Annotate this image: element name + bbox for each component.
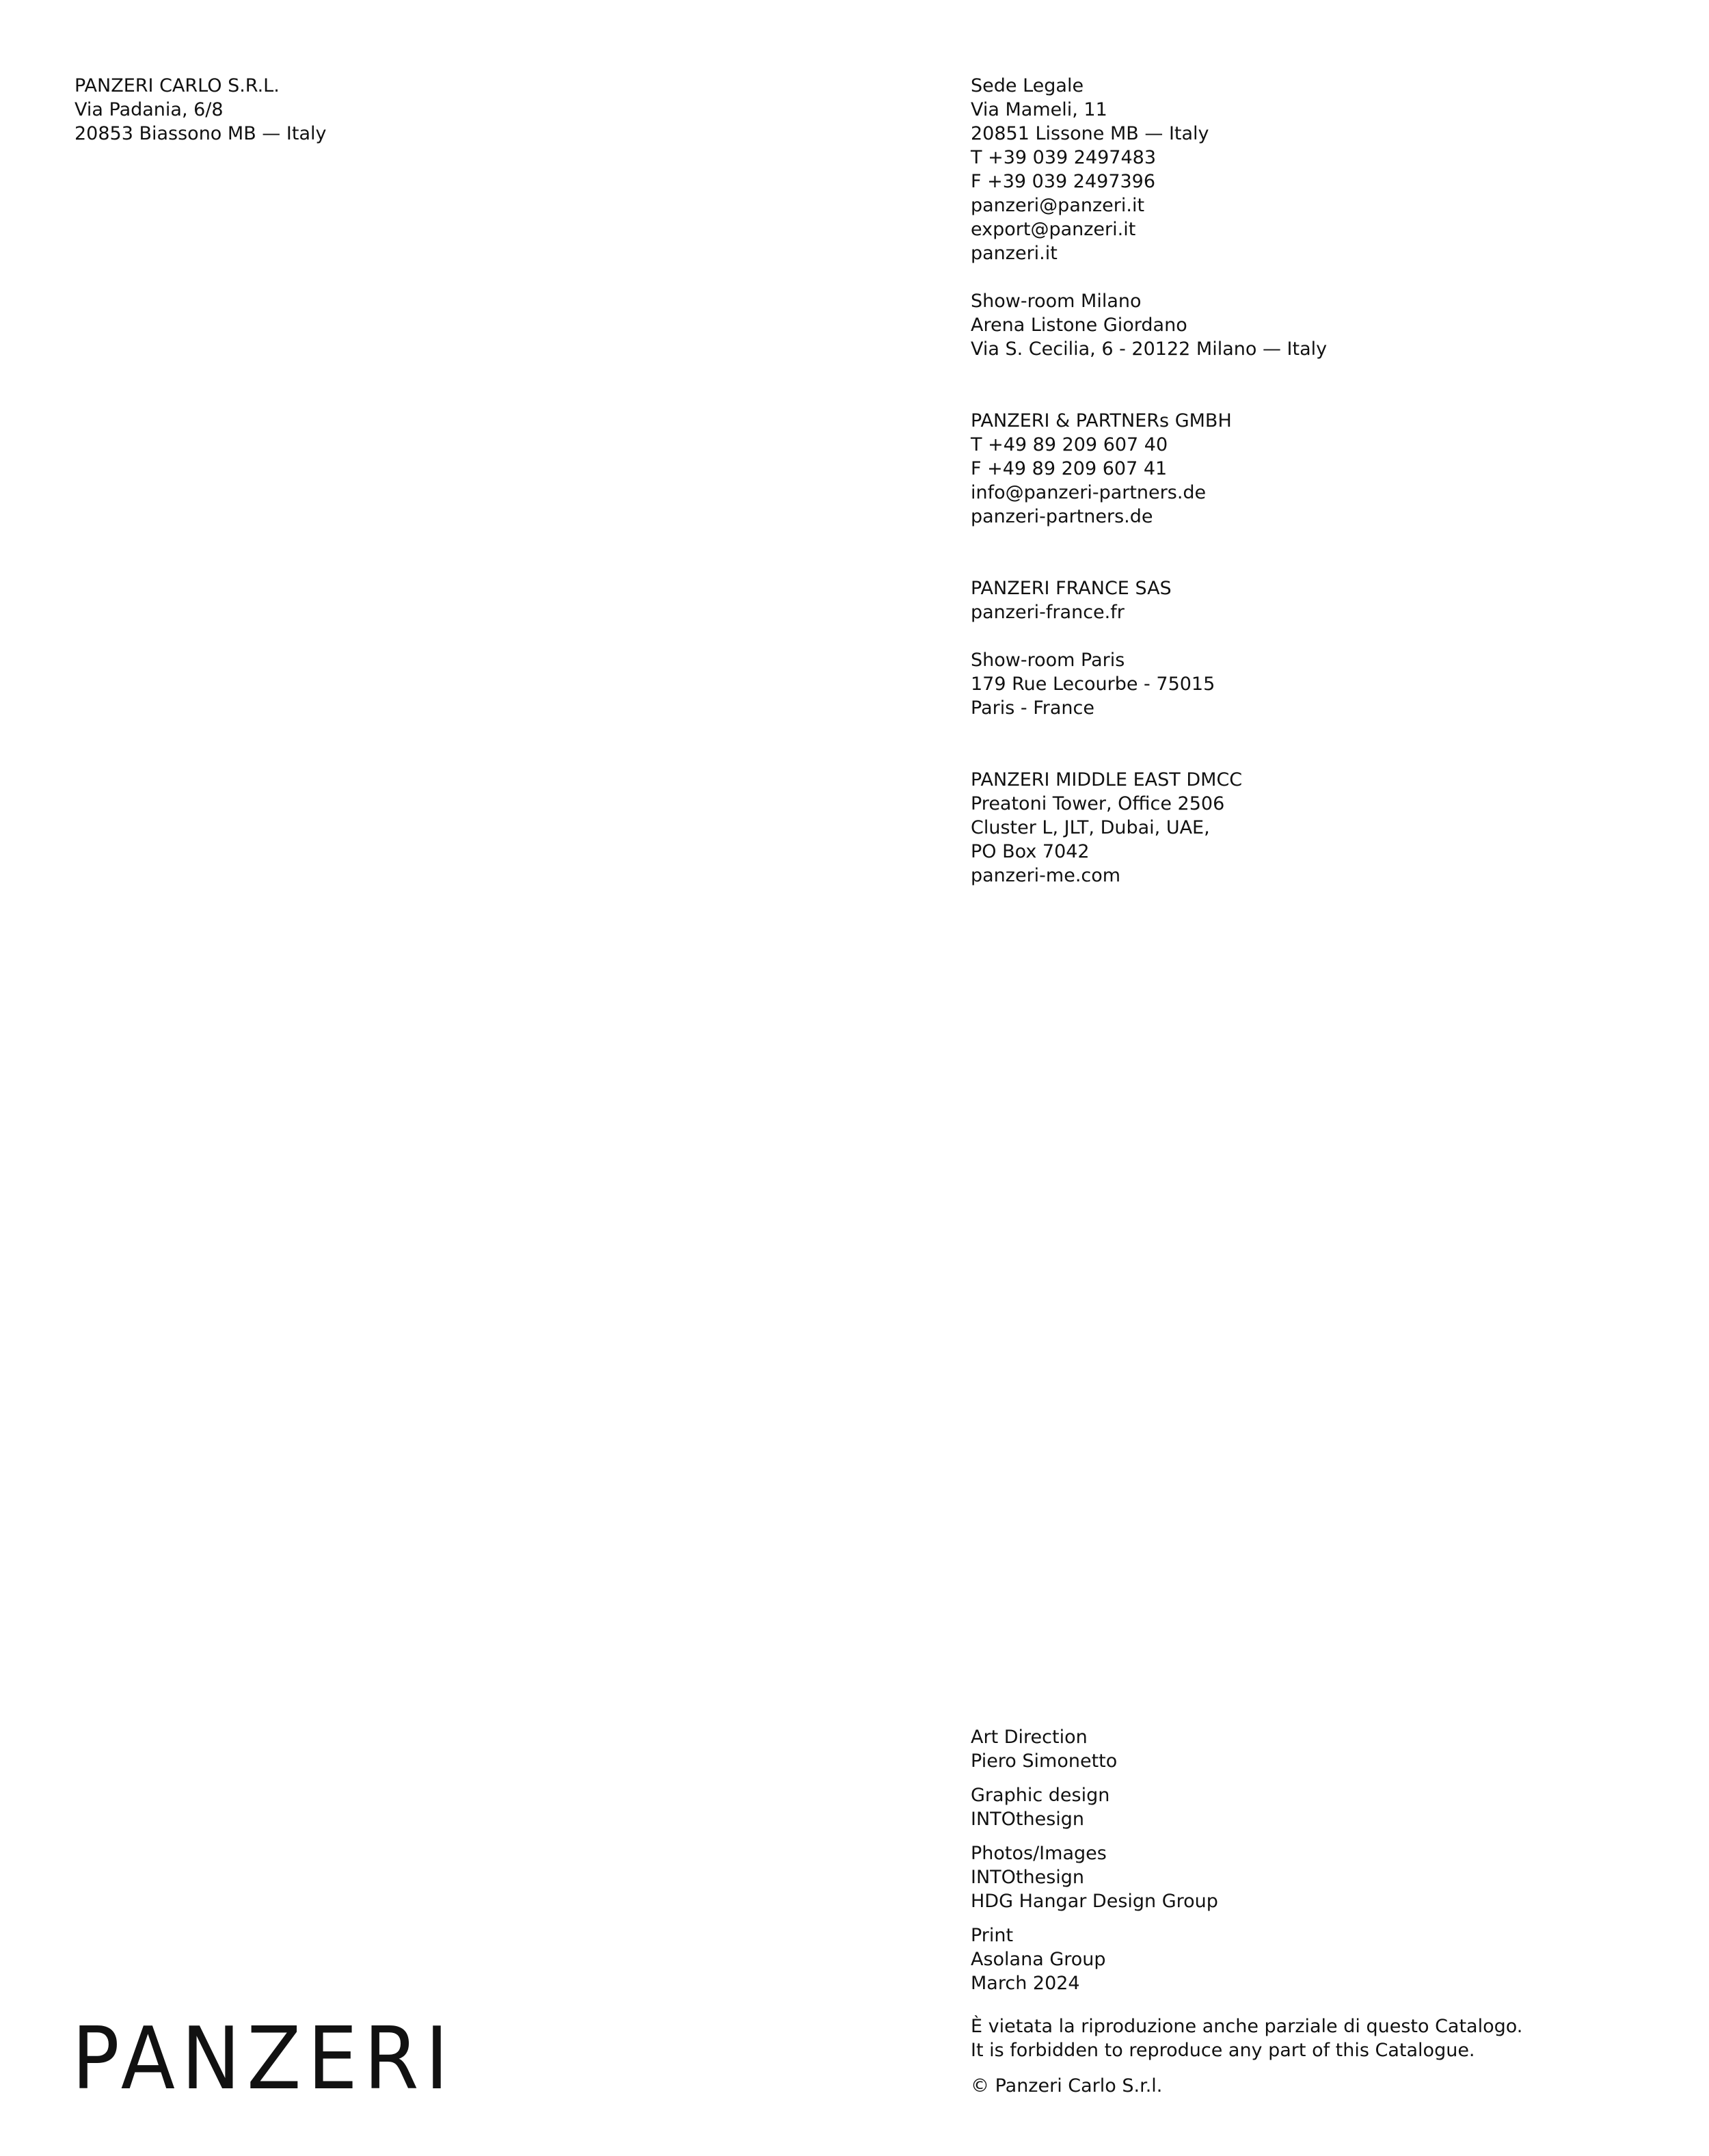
showroom-paris	[971, 648, 1327, 720]
partners	[971, 409, 1327, 529]
showroom-milano-address: Via S. Cecilia, 6 - 20122 Milano — Italy	[971, 338, 1328, 360]
reproduction-notice	[971, 2014, 1522, 2062]
sede-legale-website[interactable]: panzeri.it	[971, 243, 1058, 264]
sede-legale-fax: F +39 039 2497396	[971, 171, 1156, 192]
sede-legale-city: 20851 Lissone MB — Italy	[971, 123, 1209, 144]
notice-english: It is forbidden to reproduce any part of this Catalogue.	[971, 2040, 1475, 2061]
contacts-column	[971, 74, 1327, 911]
credit-value: INTOthesign	[971, 1809, 1085, 1830]
credit-print	[971, 1924, 1218, 1995]
partners-phone: T +49 89 209 607 40	[971, 434, 1168, 455]
credit-label: Art Direction	[971, 1727, 1088, 1748]
sede-legale-phone: T +39 039 2497483	[971, 147, 1157, 168]
credit-value: HDG Hangar Design Group	[971, 1891, 1218, 1912]
credit-label: Photos/Images	[971, 1843, 1107, 1864]
showroom-milano-venue: Arena Listone Giordano	[971, 315, 1187, 336]
sede-legale-title: Sede Legale	[971, 75, 1084, 96]
middle-east-cluster: Cluster L, JLT, Dubai, UAE,	[971, 817, 1210, 838]
partners-fax: F +49 89 209 607 41	[971, 458, 1168, 479]
notice-italian: È vietata la riproduzione anche parziale di questo Catalogo.	[971, 2016, 1523, 2037]
showroom-paris-city: Paris - France	[971, 697, 1094, 719]
company-street: Via Padania, 6/8	[75, 99, 224, 120]
credit-value: Asolana Group	[971, 1949, 1106, 1970]
middle-east-office: Preatoni Tower, Office 2506	[971, 793, 1225, 814]
credit-art-direction	[971, 1725, 1218, 1773]
credits	[971, 1725, 1218, 2006]
showroom-milano-title: Show-room Milano	[971, 291, 1142, 312]
company-city: 20853 Biassono MB — Italy	[75, 123, 327, 144]
credit-label: Graphic design	[971, 1785, 1110, 1806]
middle-east	[971, 768, 1327, 888]
showroom-paris-title: Show-room Paris	[971, 650, 1125, 671]
credit-value: INTOthesign	[971, 1867, 1085, 1888]
sede-legale	[971, 74, 1327, 265]
sede-legale-email-2[interactable]: export@panzeri.it	[971, 219, 1136, 240]
france-website[interactable]: panzeri-france.fr	[971, 602, 1125, 623]
middle-east-website[interactable]: panzeri-me.com	[971, 865, 1121, 886]
company-name: PANZERI CARLO S.R.L.	[75, 75, 280, 96]
credit-date: March 2024	[971, 1973, 1080, 1994]
middle-east-title: PANZERI MIDDLE EAST DMCC	[971, 769, 1243, 790]
panzeri-logo: PANZERI	[72, 2008, 455, 2109]
france-title: PANZERI FRANCE SAS	[971, 578, 1172, 599]
sede-legale-email-1[interactable]: panzeri@panzeri.it	[971, 195, 1145, 216]
partners-website[interactable]: panzeri-partners.de	[971, 506, 1153, 527]
middle-east-po-box: PO Box 7042	[971, 841, 1090, 862]
sede-legale-street: Via Mameli, 11	[971, 99, 1107, 120]
credit-value: Piero Simonetto	[971, 1751, 1118, 1772]
credit-graphic-design	[971, 1783, 1218, 1831]
showroom-milano	[971, 289, 1327, 361]
credit-photos	[971, 1841, 1218, 1913]
france	[971, 576, 1327, 624]
credit-label: Print	[971, 1925, 1014, 1946]
partners-title: PANZERI & PARTNERs GMBH	[971, 410, 1232, 431]
showroom-paris-street: 179 Rue Lecourbe - 75015	[971, 674, 1215, 695]
copyright: © Panzeri Carlo S.r.l.	[971, 2075, 1163, 2097]
company-address	[75, 74, 326, 146]
partners-email[interactable]: info@panzeri-partners.de	[971, 482, 1207, 503]
